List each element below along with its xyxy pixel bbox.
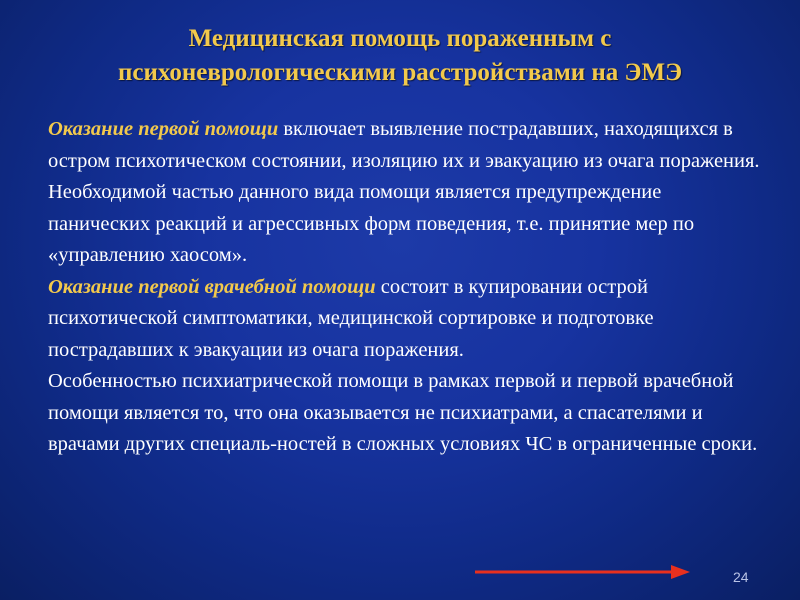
paragraph-first-medical-aid	[48, 272, 768, 367]
slide-title-line-1: Медицинская помощь пораженным с	[188, 25, 612, 52]
first-medical-aid-highlight: Оказание первой врачебной помощи	[48, 275, 376, 298]
slide-title	[0, 22, 800, 90]
first-aid-highlight: Оказание первой помощи	[48, 118, 279, 140]
first-medical-aid-text: состоит в купировании острой психотической симптоматики, медицинской сортировке и подготовке пострадавших к эвакуации из очага поражения.	[48, 275, 654, 361]
first-aid-text: включает выявление пострадавших, находящихся в остром психотическом состоянии, изоляцию их и эвакуацию из очага поражения. Необходимой частью данного вида помощи является предупреждение панических реакций и агрессивных форм поведения, т.е. принятие мер по «управлению хаосом».	[48, 118, 760, 266]
slide-title-line-2: психоневрологическими расстройствами на ЭМЭ	[117, 59, 683, 86]
arrow-right-icon[interactable]	[473, 563, 691, 581]
slide-body	[48, 114, 768, 461]
paragraph-psychiatric-specifics	[48, 366, 768, 461]
paragraph-first-aid	[48, 114, 768, 272]
psychiatric-specifics-text: Особенностью психиатрической помощи в рамках первой и первой врачебной помощи является то, что она оказывается не психиатрами, а спасателями и врачами других специаль-ностей в сложных условиях ЧС в ограниченные сроки.	[48, 370, 758, 455]
page-number: 24	[733, 569, 749, 585]
